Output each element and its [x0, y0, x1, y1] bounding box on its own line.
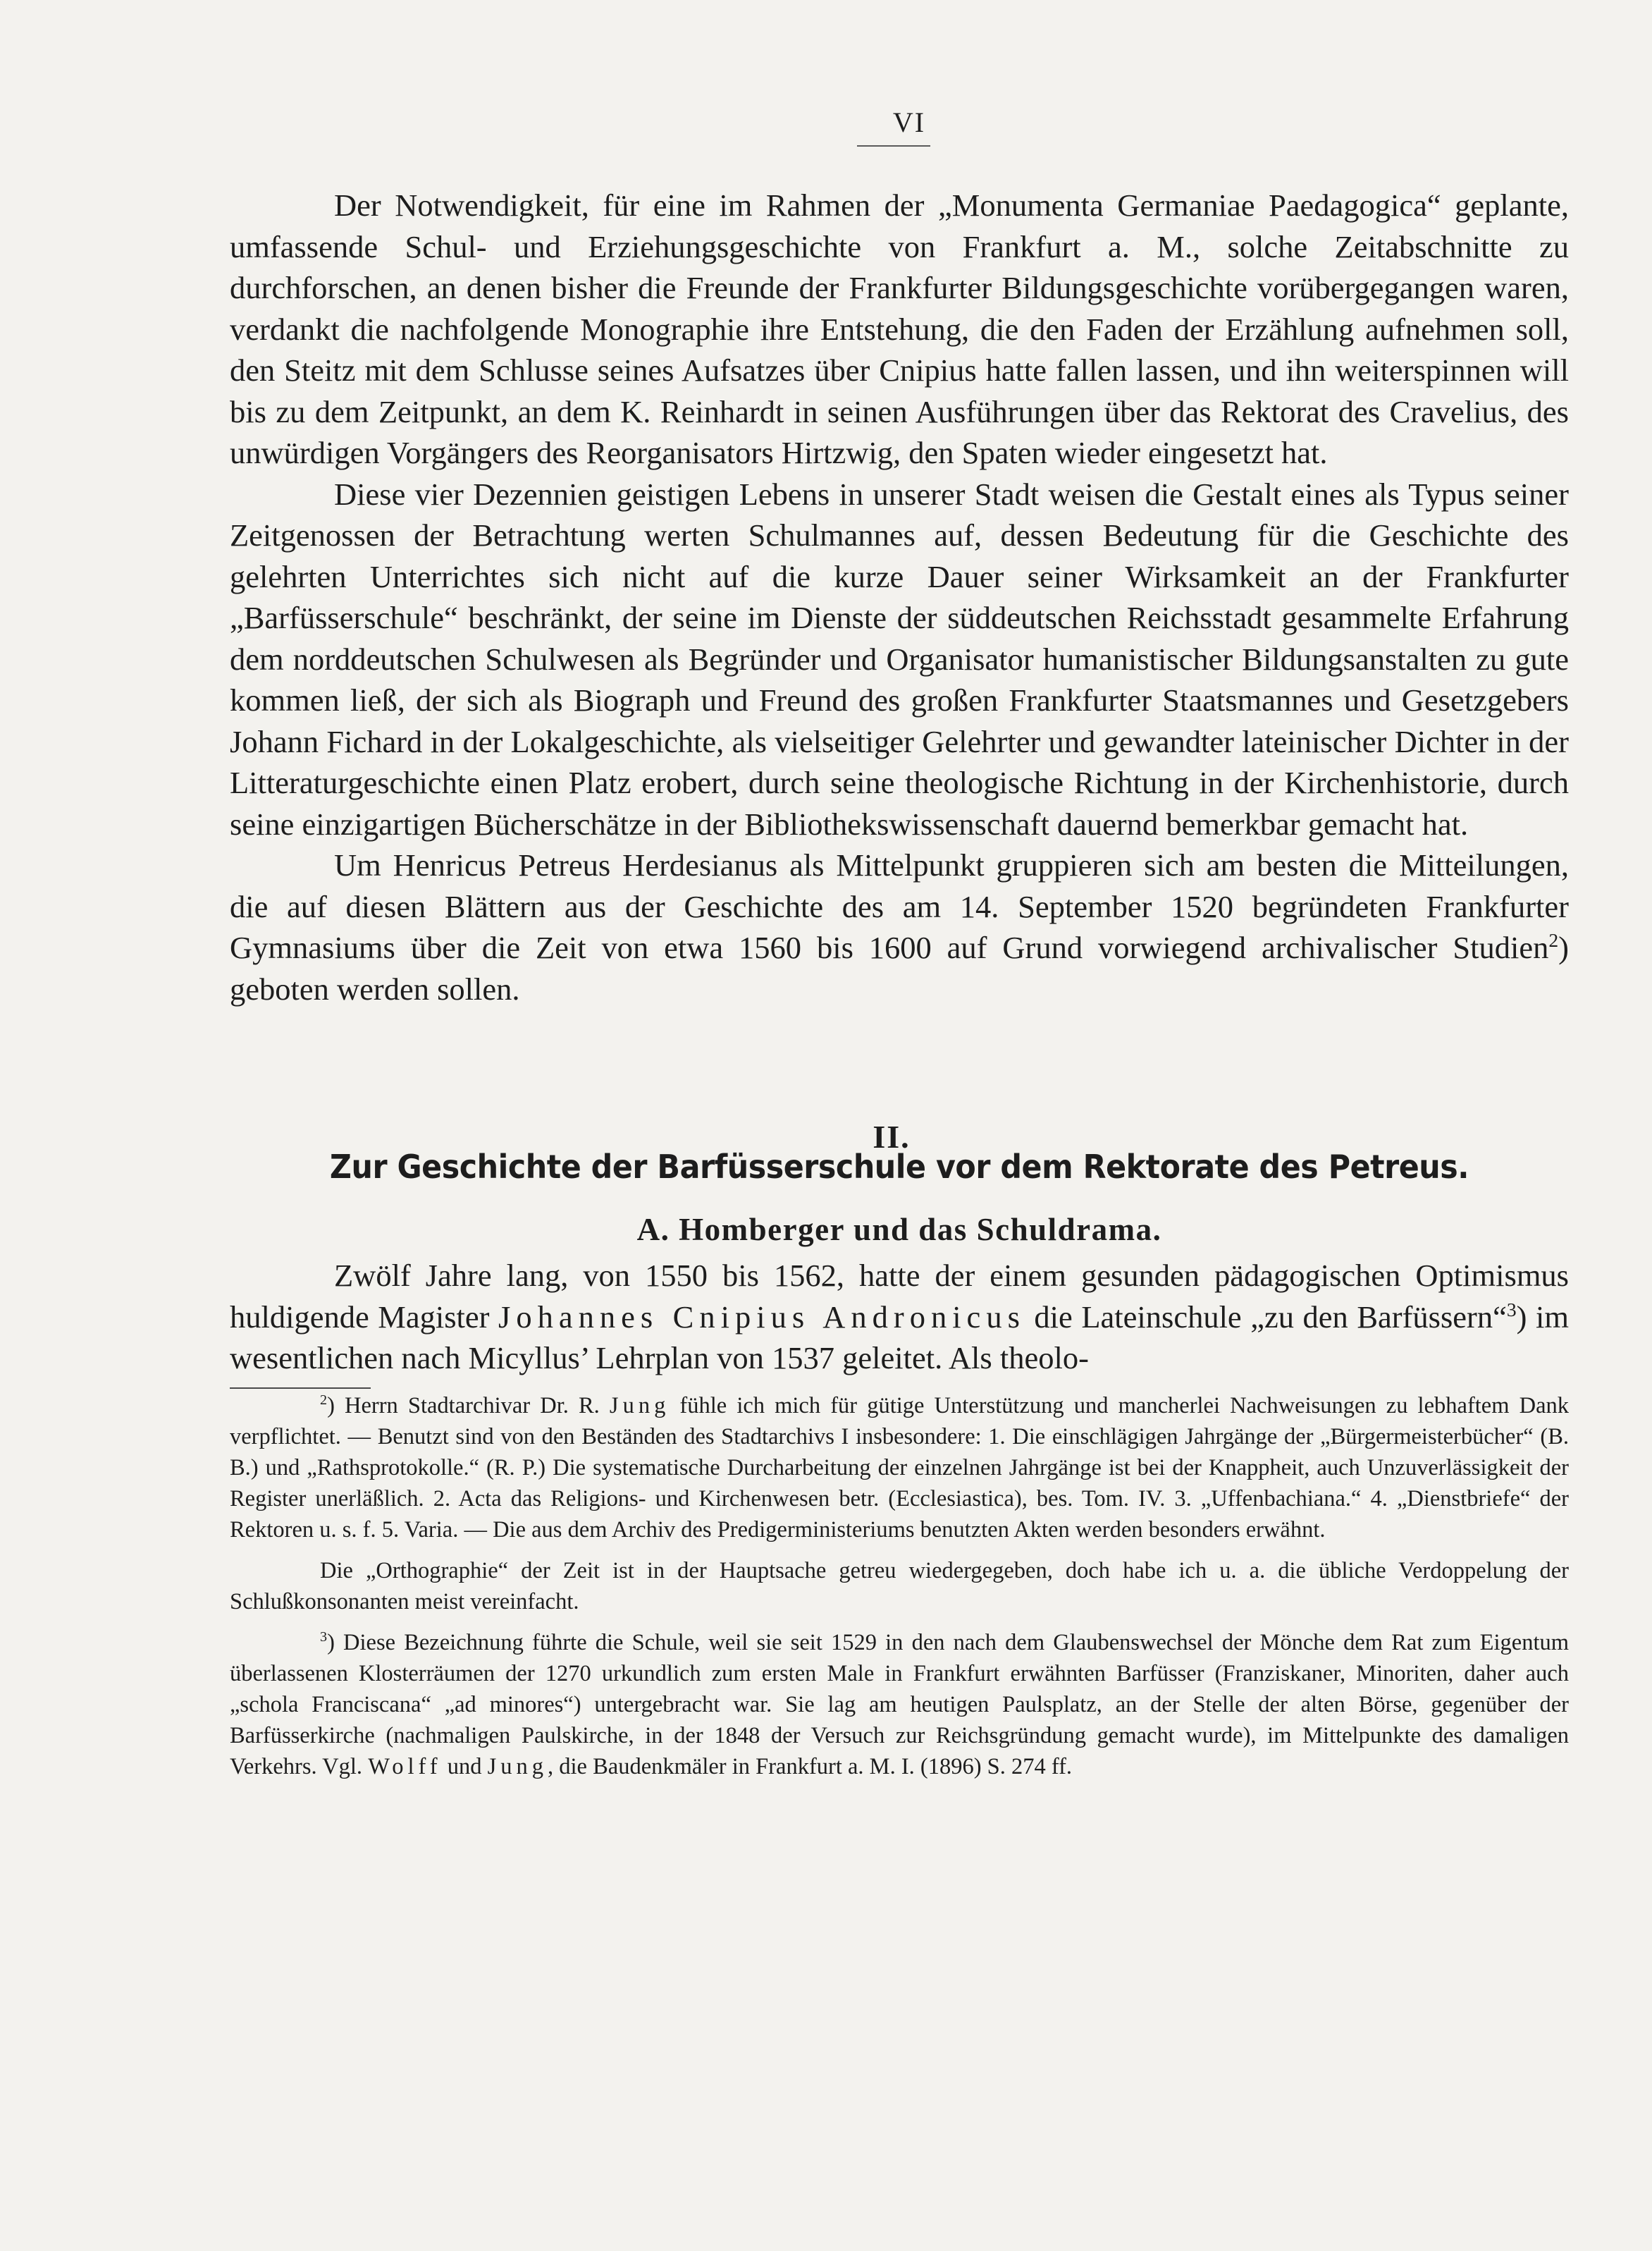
person-name: Jung: [609, 1393, 670, 1418]
section-heading: Zur Geschichte der Barfüsserschule vor dem Rektorate des Petreus.: [329, 1148, 1469, 1186]
intro-paragraph-2: Diese vier Dezennien geistigen Lebens in unserer Stadt weisen die Gestalt eines als Typus seiner Zeitgenossen der Betrachtung werten Schulmannes auf, dessen Bedeutung für die Geschichte des gelehrten Unterrichtes sich nicht auf die kurze Dauer seiner Wirksamkeit an der Frankfurter „Barfüsserschule“ beschränkt, der seine im Dienste der süddeutschen Reichsstadt gesammelte Erfahrung dem norddeutschen Schulwesen als Begründer und Organisator humanistischer Bildungsanstalten zu gute kommen ließ, der sich als Biograph und Freund des großen Frankfurter Staatsmannes und Gesetzgebers Johann Fichard in der Lokalgeschichte, als vielseitiger Gelehrter und gewandter lateinischer Dichter in der Litteraturgeschichte einen Platz erobert, durch seine theologische Richtung in der Kirchenhistorie, durch seine einzigartigen Bücherschätze in der Bibliothekswissenschaft dauernd bemerkbar gemacht hat.: [230, 476, 1569, 842]
footnote-ref-paren: ): [1516, 1299, 1527, 1335]
section-body: [230, 1255, 1569, 1379]
section-paragraph: [230, 1255, 1569, 1379]
footnote-2: [230, 1390, 1569, 1545]
paragraph-text: Um Henricus Petreus Herdesianus als Mittelpunkt gruppieren sich am besten die Mitteilungen, die auf diesen Blättern aus der Geschichte des am 14. September 1520 begründeten Frankfurter Gymnasiums über die Zeit von etwa 1560 bis 1600 auf Grund vorwiegend archivalischer Studien: [230, 847, 1569, 965]
intro-paragraph-1: Der Notwendigkeit, für eine im Rahmen der „Monumenta Germaniae Paedagogica“ geplante, umfassende Schul- und Erziehungsgeschichte von Frankfurt a. M., solche Zeitabschnitte zu durchforschen, an denen bisher die Freunde der Frankfurter Bildungsgeschichte vorübergegangen waren, verdankt die nachfolgende Monographie ihre Entstehung, die den Faden der Erzählung aufnehmen soll, den Steitz mit dem Schlusse seines Aufsatzes über Cnipius hatte fallen lassen, und ihn weiterspinnen will bis zu dem Zeitpunkt, an dem K. Reinhardt in seinen Ausführungen über das Rektorat des Cravelius, des unwürdigen Vorgängers des Reorganisators Hirtzwig, den Spaten wieder eingesetzt hat.: [230, 188, 1569, 470]
footnote-marker-2: 2: [320, 1392, 328, 1409]
footnote-rule: [230, 1387, 371, 1389]
footnote-text: Herrn Stadtarchivar Dr. R.: [334, 1393, 610, 1418]
person-name: Wolff: [368, 1754, 442, 1779]
page-number: VI: [892, 106, 926, 138]
footnote-text: und: [441, 1754, 488, 1779]
intro-text: [230, 185, 1569, 1010]
footnote-marker-3: 3: [320, 1629, 328, 1645]
page-number-rule: [857, 145, 930, 147]
subsection-heading: A. Homberger und das Schuldrama.: [636, 1212, 1162, 1247]
footnote-text: Diese Bezeichnung führte die Schule, weil sie seit 1529 in den nach dem Glaubenswechsel der Mönche dem Rat zum Eigentum überlassenen Klosterräumen der 1270 urkundlich zum ersten Male in Frankfurt erwähnten Barfüsser (Franziskaner, Minoriten, daher auch „schola Franciscana“ „ad minores“) untergebracht war. Sie lag am heutigen Paulsplatz, an der Stelle der alten Börse, gegenüber der Barfüsserkirche (nachmaligen Paulskirche, in der 1848 der Versuch zur Reichsgründung gemacht wurde), im Mittelpunkte des damaligen Verkehrs. Vgl.: [230, 1630, 1569, 1779]
paragraph-text: Zwölf Jahre lang, von 1550 bis 1562, hatte der einem gesunden pädagogischen Optimismus huldigende Magister: [230, 1258, 1569, 1335]
footnote-ref-2: 2: [1548, 929, 1559, 952]
paragraph-text: die Lateinschule „zu den Barfüssern“: [1025, 1299, 1507, 1335]
intro-paragraph-3: [230, 845, 1569, 1010]
person-name: Jung: [487, 1754, 548, 1779]
footnote-ref-paren: ): [1558, 930, 1569, 965]
paragraph-text-end: im wesentlichen nach Micyllus’ Lehrplan von 1537 geleitet. Als theolo-: [230, 1299, 1569, 1375]
footnotes: [230, 1390, 1569, 1782]
paragraph-text-end: geboten werden sollen.: [230, 971, 520, 1007]
footnote-marker-paren: ): [327, 1630, 335, 1655]
person-name: Johannes Cnipius Andronicus: [498, 1299, 1025, 1335]
footnote-text: fühle ich mich für gütige Unterstützung und mancherlei Nachweisungen zu lebhaftem Dank verpflichtet. — Benutzt sind von den Beständen des Stadtarchivs I insbesondere: 1. Die einschlägigen Jahrgänge der „Bürgermeisterbücher“ (B. B.) und „Rathsprotokolle.“ (R. P.) Die systematische Durcharbeitung der einzelnen Jahrgänge ist bei der Knappheit, auch Unzuverlässigkeit der Register unerläßlich. 2. Acta das Religions- und Kirchenwesen betr. (Ecclesiastica), bes. Tom. IV. 3. „Uffenbachiana.“ 4. „Dienstbriefe“ der Rektoren u. s. f. 5. Varia. — Die aus dem Archiv des Predigerministeriums benutzten Akten werden besonders erwähnt.: [230, 1393, 1569, 1542]
section-number: II.: [873, 1119, 911, 1155]
footnote-text: , die Baudenkmäler in Frankfurt a. M. I. (1896) S. 274 ff.: [548, 1754, 1073, 1779]
footnote-2-orthography: Die „Orthographie“ der Zeit ist in der Hauptsache getreu wiedergegeben, doch habe ich u. a. die übliche Verdoppelung der Schlußkonsonanten meist vereinfacht.: [230, 1558, 1569, 1614]
footnote-3: [230, 1627, 1569, 1782]
footnote-ref-3: 3: [1506, 1298, 1517, 1320]
footnote-marker-paren: ): [327, 1393, 335, 1418]
